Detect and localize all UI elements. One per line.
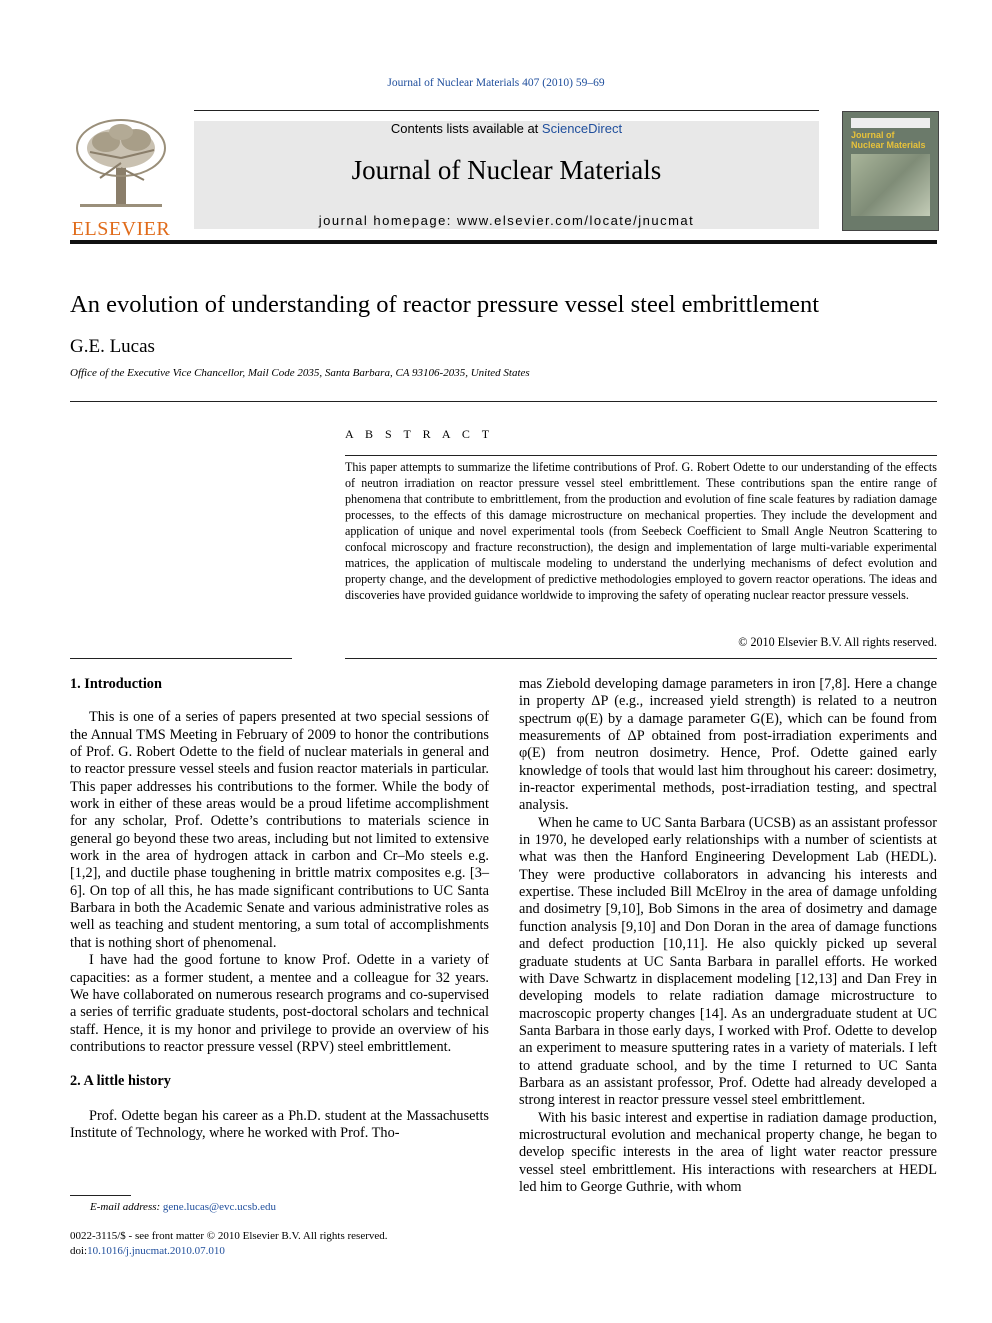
cover-image (851, 154, 930, 216)
journal-reference[interactable]: Journal of Nuclear Materials 407 (2010) 59–69 (387, 77, 605, 89)
doi-line (70, 1245, 225, 1257)
cover-title: Journal of Nuclear Materials (851, 130, 926, 150)
contents-prefix: Contents lists available at (390, 121, 542, 136)
paragraph: I have had the good fortune to know Prof. Odette in a variety of capacities: as a former student, a mentee and a colleague for 32 years. We have collaborated on numerous research programs and co-supervised a series of terrific graduate students, post-doctoral scholars and technical staff. Hence, it is my honor and privilege to provide an overview of his contributions to reactor pressure vessel (RPV) steel embrittlement. (70, 952, 489, 1055)
paragraph: With his basic interest and expertise in radiation damage production, microstructural evolution and mechanical property change, he began to develop specific interests in the area of light water reactor pressure vessel steel embrittlement. His interactions with researchers at HEDL led him to George Guthrie, with whom (519, 1109, 937, 1195)
article-title: An evolution of understanding of reactor pressure vessel steel embrittlement (70, 291, 820, 318)
author-affiliation: Office of the Executive Vice Chancellor, Mail Code 2035, Santa Barbara, CA 93106-2035, United States (70, 367, 530, 379)
journal-cover (842, 111, 939, 231)
right-column (519, 676, 937, 1196)
issn-line: 0022-3115/$ - see front matter © 2010 Elsevier B.V. All rights reserved. (70, 1230, 388, 1242)
homepage-prefix: journal homepage: (318, 213, 458, 228)
header-top-rule (194, 110, 819, 111)
section-heading-history: 2. A little history (70, 1073, 171, 1090)
title-rule (70, 401, 937, 402)
paragraph: Prof. Odette began his career as a Ph.D. student at the Massachusetts Institute of Technology, where he worked with Prof. Tho- (70, 1107, 489, 1141)
elsevier-tree-icon (70, 118, 172, 213)
paragraph: This is one of a series of papers presented at two special sessions of the Annual TMS Meeting in February of 2009 to honor the contributions of Prof. G. Robert Odette to the field of nuclear materials in general and to reactor pressure vessel steels and fusion reactor materials in particular. This paper addresses his contributions to the former. While the body of work in either of these areas would be a proud lifetime accomplishment for any scholar, Prof. Odette’s contributions to materials science in general go beyond these two areas, including but not limited to extensive work in the area of hydrogen attack in carbon and Cr–Mo steels e.g. [1,2], and ductile phase toughening in brittle matrix composites e.g. [3–6]. On top of all this, he has made significant contributions to UC Santa Barbara in both the Academic Senate and various administrative roles as well as teaching and student mentoring, a sum total of accomplishments that is nothing short of phenomenal. (70, 709, 489, 951)
contents-line (194, 121, 819, 136)
footnote-rule (70, 1195, 131, 1196)
left-column (70, 676, 489, 1142)
article-author: G.E. Lucas (70, 336, 155, 357)
paragraph: mas Ziebold developing damage parameters in iron [7,8]. Here a change in property ΔP (e.g., increased yield strength) is related to a neutron spectrum φ(E) by a damage parameter G(E), which can be found from measurements of ΔP obtained from post-irradiation experiments and φ(E) from neutron dosimetry. Hence, Prof. Odette gained early knowledge of tools that would last him throughout his career: dosimetry, in-reactor experimental methods, post-irradiation testing, and spectral analysis. (519, 676, 937, 814)
header-rule (70, 240, 937, 244)
sciencedirect-link[interactable]: ScienceDirect (541, 121, 623, 136)
homepage-url[interactable]: www.elsevier.com/locate/jnucmat (457, 213, 695, 228)
email-link[interactable]: gene.lucas@evc.ucsb.edu (162, 1201, 276, 1213)
email-footnote (70, 1201, 276, 1213)
journal-title: Journal of Nuclear Materials (351, 155, 662, 185)
journal-homepage (194, 213, 819, 228)
abstract-heading: A B S T R A C T (345, 427, 494, 441)
email-label: E-mail address: (90, 1201, 161, 1213)
cover-topbar (851, 118, 930, 128)
doi-link[interactable]: 10.1016/j.jnucmat.2010.07.010 (87, 1245, 225, 1257)
elsevier-logo (70, 118, 172, 240)
section-heading-introduction: 1. Introduction (70, 676, 162, 692)
abstract-bottom-rule (345, 658, 937, 659)
left-separator (70, 658, 292, 659)
abstract-rule (345, 455, 937, 456)
doi-label: doi: (70, 1245, 88, 1257)
abstract-text: This paper attempts to summarize the lifetime contributions of Prof. G. Robert Odette to our understanding of the effects of neutron irradiation on reactor pressure vessel steel embrittlement. These contributions span the entire range of phenomena that contribute to embrittlement, from the production and evolution of fine scale features by radiation damage processes, to the effects of this damage microstructure on mechanical properties. They include the development and application of unique and novel experimental tools (from Seebeck Coefficient to Small Angle Neutron Scattering to confocal microscopy and fracture reconstruction), the design and implementation of large multi-variable experimental matrices, the application of multiscale modeling to understand the underlying mechanisms of defect evolution and property change, and the development of predictive methodologies employed to govern reactor operations. The ideas and discoveries have provided guidance worldwide to improving the safety of operating nuclear reactor pressure vessels. (345, 460, 937, 602)
publisher-name: ELSEVIER (71, 218, 171, 240)
paragraph: When he came to UC Santa Barbara (UCSB) as an assistant professor in 1970, he developed early relationships with a number of scientists at what was then the Hanford Engineering Development Lab (HEDL). They were productive collaborators in advancing his interests and expertise. These included Bill McElroy in the area of damage unfolding and dosimetry [9,10], Bob Simons in the area of dosimetry and damage function analysis [9,10] and Don Doran in the area of damage functions and defect production [10,11]. He also quickly picked up several graduate students at UC Santa Barbara in parallel efforts. He worked with Dave Schwartz in displacement modeling [12,13] and Dan Frey in developing models to relate radiation damage microstructure to macroscopic property changes [14]. As an undergraduate student at UC Santa Barbara in those early days, I worked with Prof. Odette to develop an experiment to measure sputtering rates in a variety of materials. I left to attend graduate school, and by the time I returned to UC Santa Barbara as an assistant professor, Prof. Odette had already developed a strong interest in reactor pressure vessel steel embrittlement. (519, 814, 938, 1109)
copyright-notice: © 2010 Elsevier B.V. All rights reserved. (738, 635, 937, 649)
